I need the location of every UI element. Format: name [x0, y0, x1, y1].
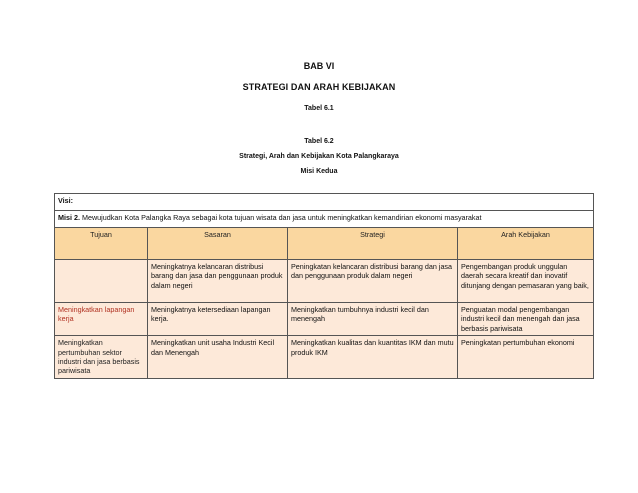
cell-strategi: Meningkatkan kualitas dan kuantitas IKM dan mutu produk IKM	[288, 336, 458, 379]
cell-strategi: Meningkatkan tumbuhnya industri kecil dan menengah	[288, 303, 458, 336]
chapter-heading: BAB VI	[303, 61, 335, 71]
cell-arah-kebijakan: Pengembangan produk unggulan daerah secara kreatif dan inovatif ditunjang dengan pemasaran yang baik,	[458, 260, 594, 303]
visi-label: Visi:	[58, 196, 74, 205]
misi-row	[55, 211, 594, 228]
cell-tujuan: Meningkatkan lapangan kerja	[55, 303, 148, 336]
table-row	[55, 336, 594, 379]
table-number-b: Tabel 6.2	[304, 138, 334, 145]
header-row	[55, 228, 594, 260]
table-number-a: Tabel 6.1	[304, 105, 334, 112]
visi-cell	[55, 194, 594, 211]
header-tujuan: Tujuan	[55, 228, 148, 260]
visi-row	[55, 194, 594, 211]
header-sasaran: Sasaran	[148, 228, 288, 260]
cell-sasaran: Meningkatkan unit usaha Industri Kecil dan Menengah	[148, 336, 288, 379]
cell-tujuan: Meningkatkan pertumbuhan sektor industri dan jasa berbasis pariwisata	[55, 336, 148, 379]
header-strategi: Strategi	[288, 228, 458, 260]
mission-heading: Misi Kedua	[300, 168, 338, 175]
cell-arah-kebijakan: Peningkatan pertumbuhan ekonomi	[458, 336, 594, 379]
misi-cell	[55, 211, 594, 228]
cell-arah-kebijakan: Penguatan modal pengembangan industri kecil dan menengah dan jasa berbasis pariwisata	[458, 303, 594, 336]
cell-sasaran: Meningkatnya kelancaran distribusi barang dan jasa dan penggunaan produk dalam negeri	[148, 260, 288, 303]
cell-strategi: Peningkatan kelancaran distribusi barang dan jasa dan penggunaan produk dalam negeri	[288, 260, 458, 303]
cell-tujuan	[55, 260, 148, 303]
header-arah-kebijakan: Arah Kebijakan	[458, 228, 594, 260]
table-row	[55, 303, 594, 336]
table-row	[55, 260, 594, 303]
cell-sasaran: Meningkatnya ketersediaan lapangan kerja.	[148, 303, 288, 336]
chapter-title: STRATEGI DAN ARAH KEBIJAKAN	[242, 82, 396, 92]
table-subtitle: Strategi, Arah dan Kebijakan Kota Palangkaraya	[239, 153, 399, 160]
strategy-table	[54, 193, 594, 379]
misi-text: Mewujudkan Kota Palangka Raya sebagai kota tujuan wisata dan jasa untuk meningkatkan kemandirian ekonomi masyarakat	[79, 213, 482, 222]
misi-label: Misi 2.	[58, 213, 80, 222]
